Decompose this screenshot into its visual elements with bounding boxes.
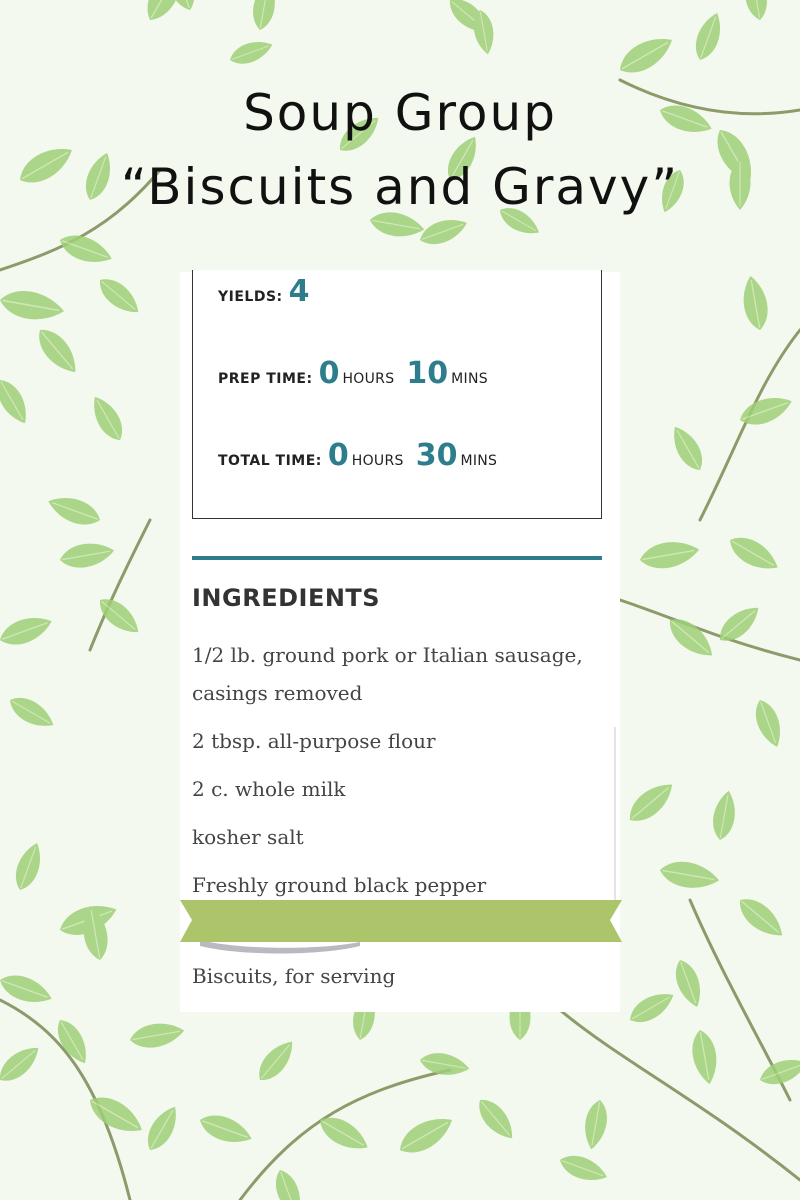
page-title-line-1: Soup Group: [243, 84, 557, 142]
recipe-meta-box: [192, 270, 602, 519]
prep-mins-unit: MINS: [451, 371, 488, 387]
yields-value: 4: [288, 274, 310, 309]
ingredient-item: 2 tbsp. all-purpose flour: [192, 729, 436, 753]
ingredient-item: kosher salt: [192, 825, 304, 849]
prep-time-row: [218, 356, 500, 391]
prep-hours-value: 0: [318, 356, 340, 391]
prep-hours-unit: HOURS: [342, 371, 395, 387]
ingredient-item: Freshly ground black pepper: [192, 873, 487, 897]
total-time-row: [218, 438, 509, 473]
total-time-label: TOTAL TIME:: [218, 453, 322, 469]
green-ribbon-banner: [180, 898, 622, 958]
scroll-edge: [614, 727, 616, 907]
total-mins-unit: MINS: [460, 453, 498, 469]
ingredient-item: 2 c. whole milk: [192, 777, 346, 801]
yields-row: [218, 274, 310, 309]
prep-mins-value: 10: [406, 356, 449, 391]
total-hours-value: 0: [327, 438, 349, 473]
prep-time-label: PREP TIME:: [218, 371, 313, 387]
ingredients-heading: INGREDIENTS: [192, 584, 381, 612]
ingredients-list: [192, 636, 612, 914]
total-mins-value: 30: [415, 438, 458, 473]
page-title-line-2: “Biscuits and Gravy”: [120, 158, 680, 216]
total-hours-unit: HOURS: [351, 453, 404, 469]
section-divider: [192, 556, 602, 560]
ingredient-item: 1/2 lb. ground pork or Italian sausage, casings removed: [192, 643, 583, 705]
yields-label: YIELDS:: [218, 289, 283, 305]
ingredient-item-last: Biscuits, for serving: [192, 964, 396, 988]
